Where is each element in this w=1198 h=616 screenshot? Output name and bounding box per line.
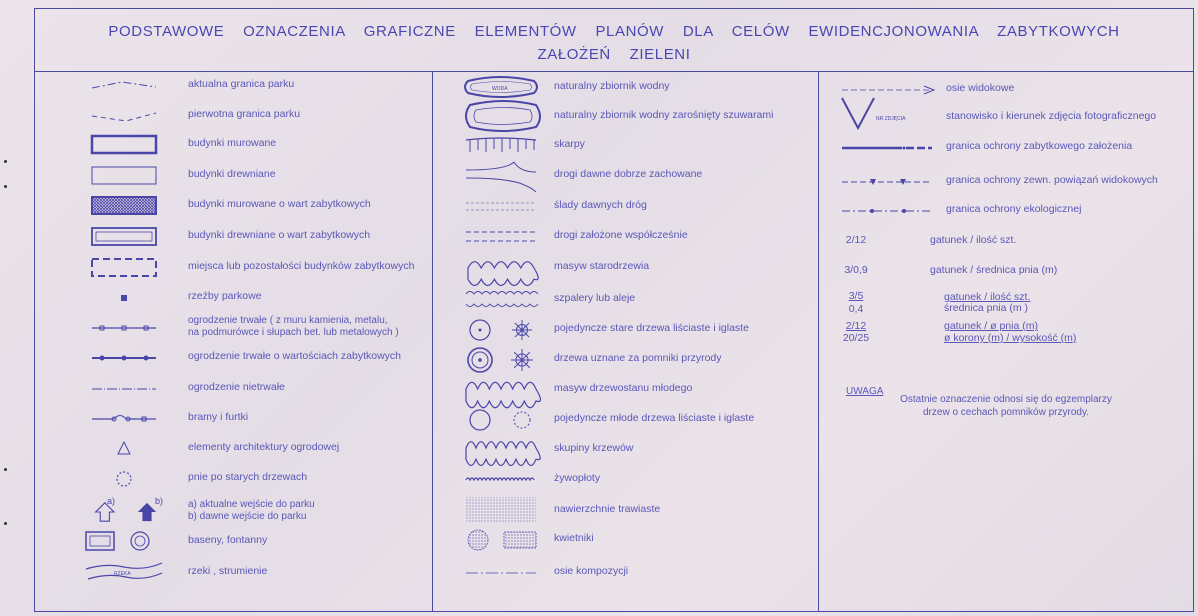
- ratio-bottom: 20/25: [842, 332, 870, 344]
- arrow-line-icon: [842, 78, 938, 102]
- legend-label: [554, 322, 749, 334]
- legend-row: [466, 225, 846, 249]
- pond-icon: [466, 76, 538, 100]
- eco-line-icon: [842, 199, 938, 223]
- arrow-a-label: a): [107, 496, 116, 506]
- legend-label-line: skarpy: [554, 138, 585, 150]
- legend-label-line: ogrodzenie nietrwałe: [188, 381, 285, 393]
- legend-label: [188, 534, 267, 546]
- legend-label-line: stanowisko i kierunek zdjęcia fotograficznego: [946, 110, 1157, 122]
- legend-label: [946, 174, 1158, 186]
- legend-label: [188, 499, 315, 522]
- legend-label-line: aktualna granica parku: [188, 78, 295, 90]
- legend-label-line: ogrodzenie trwałe ( z muru kamienia, metalu,: [188, 315, 388, 326]
- legend-row: [92, 467, 472, 491]
- legend-label: [554, 565, 628, 577]
- note-line-1: Ostatnie oznaczenie odnosi się do egzemplarzy: [900, 394, 1112, 405]
- legend-label-line: pierwotna granica parku: [188, 108, 301, 120]
- legend-label-line: granica ochrony zewn. powiązań widokowych: [946, 174, 1158, 186]
- young-stand-icon: [466, 378, 538, 402]
- legend-row: [466, 499, 846, 523]
- pool-icon: [92, 530, 158, 554]
- ratio-label: gatunek / średnica pnia (m): [930, 264, 1058, 276]
- svg-text:NR ZDJĘCIA: NR ZDJĘCIA: [876, 116, 906, 122]
- legend-label: [554, 292, 635, 304]
- svg-text:WODA: WODA: [492, 86, 508, 92]
- margin-mark: [4, 160, 7, 163]
- legend-label: [188, 137, 276, 149]
- legend-label-line: osie widokowe: [946, 82, 1015, 94]
- dashed-road-icon: [466, 225, 538, 249]
- legend-row: [92, 164, 472, 188]
- legend-row: [466, 528, 846, 552]
- legend-row: [92, 346, 472, 370]
- dashed-line-icon: [92, 104, 158, 128]
- legend-label: [554, 199, 647, 211]
- legend-label-line-2: na podmurówce i słupach bet. lub metalowych ): [188, 326, 399, 338]
- ratio-label: gatunek / ilość szt.: [930, 234, 1017, 246]
- legend-label-line: miejsca lub pozostałości budynków zabytkowych: [188, 260, 415, 272]
- legend-label-line: budynki drewniane: [188, 168, 276, 180]
- slope-icon: [466, 134, 538, 158]
- thick-rectangle-icon: [92, 133, 158, 157]
- legend-label: [188, 381, 285, 393]
- legend-label: [554, 532, 594, 544]
- legend-label-line: pojedyncze stare drzewa liściaste i iglaste: [554, 322, 749, 334]
- legend-label-line: rzeźby parkowe: [188, 290, 262, 302]
- legend-label-line: ogrodzenie trwałe o wartościach zabytkowych: [188, 350, 402, 362]
- legend-label-line: ślady dawnych dróg: [554, 199, 647, 211]
- alley-icon: [466, 288, 538, 312]
- note-text: [886, 394, 1126, 419]
- legend-label: [554, 229, 688, 241]
- legend-label: [946, 110, 1156, 122]
- legend-label-line: budynki drewniane o wart zabytkowych: [188, 229, 371, 241]
- legend-row: [92, 377, 472, 401]
- photo-point-icon: [842, 106, 938, 130]
- margin-mark: [4, 522, 7, 525]
- ratio-top: 3/5: [848, 290, 864, 302]
- legend-label-line: baseny, fontanny: [188, 534, 268, 546]
- note-line-2: drzew o cechach pomników przyrody.: [923, 406, 1089, 418]
- dash-dot-line-icon: [92, 74, 158, 98]
- legend-label-line: budynki murowane o wart zabytkowych: [188, 198, 371, 210]
- ratio-value: 3/0,9: [844, 264, 868, 276]
- legend-label-line: naturalny zbiornik wodny: [554, 80, 670, 92]
- legend-label: [554, 80, 670, 92]
- shrub-group-icon: [466, 438, 538, 462]
- legend-label: [554, 442, 633, 454]
- thin-rectangle-icon: [92, 164, 158, 188]
- ratio-bottom: 0,4: [848, 303, 864, 315]
- arrows-icon: [92, 496, 164, 524]
- legend-row: [842, 199, 1198, 223]
- legend-label-line: osie kompozycji: [554, 565, 629, 577]
- axis-line-icon: [466, 561, 538, 585]
- legend-row: [466, 318, 846, 342]
- hatched-rectangle-icon: [92, 194, 158, 218]
- legend-label-line: szpalery lub aleje: [554, 292, 636, 304]
- triangle-icon: [92, 437, 158, 461]
- legend-label: [188, 78, 294, 90]
- overgrown-pond-icon: [466, 105, 538, 129]
- legend-label-line: bramy i furtki: [188, 411, 249, 423]
- dot-line-icon: [92, 346, 158, 370]
- legend-label: [554, 503, 660, 515]
- legend-label: [946, 82, 1014, 94]
- legend-row: [92, 561, 472, 585]
- faint-road-icon: [466, 195, 538, 219]
- title-line-2: ZAŁOŻEŃ ZIELENI: [537, 46, 691, 63]
- ratio-top: 2/12: [845, 320, 867, 332]
- legend-label: [188, 108, 300, 120]
- legend-row: [466, 468, 846, 492]
- legend-row: [92, 133, 472, 157]
- legend-label: [188, 229, 370, 241]
- road-icon: [466, 164, 538, 188]
- legend-label-line: nawierzchnie trawiaste: [554, 503, 661, 515]
- legend-row: [92, 286, 472, 310]
- legend-label-line: żywopłoty: [554, 472, 601, 484]
- dotted-line-icon: [92, 377, 158, 401]
- single-old-trees-icon: [466, 318, 538, 342]
- legend-row: [842, 106, 1198, 130]
- margin-mark: [4, 185, 7, 188]
- legend-label-line: a) aktualne wejście do parku: [188, 499, 315, 510]
- legend-row: [466, 195, 846, 219]
- legend-row: [92, 407, 472, 431]
- legend-row: [466, 256, 846, 280]
- margin-mark: [4, 468, 7, 471]
- double-rectangle-icon: [92, 225, 158, 249]
- legend-label-line: kwietniki: [554, 532, 594, 544]
- legend-label: [554, 138, 585, 150]
- legend-row: [92, 225, 472, 249]
- legend-label: [554, 260, 649, 272]
- legend-label: [188, 441, 339, 453]
- legend-row: [92, 530, 472, 554]
- legend-row: [466, 378, 846, 402]
- dotted-circle-icon: [92, 467, 158, 491]
- legend-row: [466, 438, 846, 462]
- legend-row: [466, 76, 846, 100]
- small-square-icon: [92, 286, 158, 310]
- legend-label: [188, 290, 262, 302]
- ratio-label: gatunek / ø pnia (m): [944, 320, 1038, 332]
- legend-label-line: skupiny krzewów: [554, 442, 634, 454]
- legend-row: [466, 348, 846, 372]
- legend-row: [92, 256, 472, 280]
- protection-line-icon: [842, 136, 938, 160]
- legend-row: [842, 170, 1198, 194]
- sheet-title: [34, 22, 1194, 65]
- legend-row: [92, 496, 472, 524]
- legend-label-line: elementy architektury ogrodowej: [188, 441, 340, 453]
- legend-label-line: granica ochrony zabytkowego założenia: [946, 140, 1133, 152]
- legend-label: [188, 565, 267, 577]
- legend-label: [946, 203, 1081, 215]
- ratio-label-2: średnica pnia (m ): [944, 302, 1029, 314]
- legend-label: [188, 315, 399, 338]
- legend-label: [188, 411, 248, 423]
- fence-line-icon: [92, 316, 158, 340]
- ratio-label: gatunek / ilość szt.: [944, 291, 1031, 303]
- legend-label-line: naturalny zbiornik wodny zarośnięty szuwarami: [554, 109, 774, 121]
- legend-row: [466, 134, 846, 158]
- gate-icon: [92, 407, 158, 431]
- legend-label-line: masyw starodrzewia: [554, 260, 650, 272]
- legend-label: [554, 412, 754, 424]
- arrow-b-label: b): [155, 496, 164, 506]
- legend-row: [466, 105, 846, 129]
- legend-label-line: drogi dawne dobrze zachowane: [554, 168, 703, 180]
- legend-row: [842, 78, 1198, 102]
- legend-label-line: rzeki , strumienie: [188, 565, 268, 577]
- legend-row: [92, 437, 472, 461]
- legend-label: [188, 350, 401, 362]
- ratio-value: 2/12: [845, 234, 867, 246]
- legend-label: [188, 260, 414, 272]
- title-line-1: PODSTAWOWE OZNACZENIA GRAFICZNE ELEMENTÓW PLANÓW DLA CELÓW EWIDENCJONOWANIA ZABYTKOWYCH: [108, 23, 1120, 40]
- legend-label-line: granica ochrony ekologicznej: [946, 203, 1082, 215]
- legend-row: [92, 74, 472, 98]
- legend-label-line-2: b) dawne wejście do parku: [188, 510, 307, 522]
- legend-row: [466, 408, 846, 432]
- river-icon: [92, 561, 158, 585]
- legend-row: [466, 164, 846, 188]
- monument-trees-icon: [466, 348, 538, 372]
- hedge-icon: [466, 468, 538, 492]
- legend-label: [554, 168, 702, 180]
- young-trees-icon: [466, 408, 538, 432]
- legend-label-line: budynki murowane: [188, 137, 277, 149]
- legend-label-line: drogi założone współcześnie: [554, 229, 688, 241]
- old-tree-mass-icon: [466, 256, 538, 280]
- legend-label: [188, 198, 371, 210]
- legend-label: [188, 168, 276, 180]
- legend-label: [554, 472, 600, 484]
- note-heading: UWAGA: [846, 386, 884, 397]
- ratio-label-2: ø korony (m) / wysokość (m): [944, 332, 1077, 344]
- legend-label: [946, 140, 1132, 152]
- svg-text:RZEKA: RZEKA: [114, 571, 131, 577]
- legend-row: [92, 104, 472, 128]
- legend-label-line: pojedyncze młode drzewa liściaste i iglaste: [554, 412, 755, 424]
- legend-label-line: drzewa uznane za pomniki przyrody: [554, 352, 722, 364]
- legend-row: [92, 316, 472, 340]
- flowerbed-icon: [466, 528, 538, 552]
- lawn-icon: [466, 499, 538, 523]
- title-divider: [34, 71, 1194, 72]
- legend-label: [554, 352, 722, 364]
- legend-row: [466, 288, 846, 312]
- legend-label: [554, 109, 773, 121]
- legend-row: [842, 136, 1198, 160]
- legend-label-line: masyw drzewostanu młodego: [554, 382, 693, 394]
- dashed-rectangle-icon: [92, 256, 158, 280]
- triangle-line-icon: [842, 170, 938, 194]
- legend-row: [92, 194, 472, 218]
- legend-label: [554, 382, 692, 394]
- legend-label: [188, 471, 307, 483]
- legend-row: [466, 561, 846, 585]
- legend-label-line: pnie po starych drzewach: [188, 471, 308, 483]
